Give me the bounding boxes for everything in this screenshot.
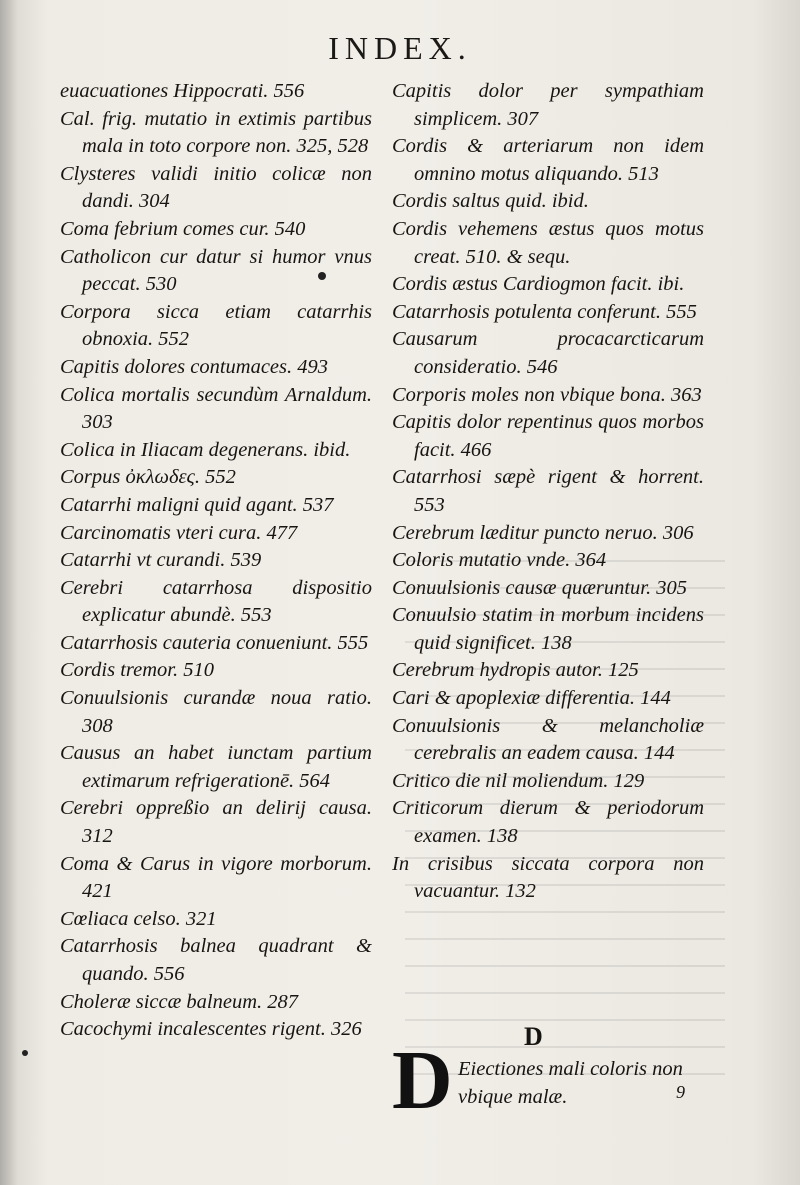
index-entry: Cordis æstus Cardiogmon facit. ibi. (392, 273, 685, 296)
index-entry: Catarrhosis balnea quadrant & quando. 556 (60, 935, 372, 985)
index-entry: Capitis dolor repentinus quos morbos facit. 466 (392, 411, 704, 461)
folio-mark: 9 (676, 1082, 685, 1102)
index-entry: Cerebrum læditur puncto neruo. 306 (392, 521, 694, 544)
index-entry: Choleræ siccæ balneum. 287 (60, 990, 299, 1013)
index-entry: Corporis moles non vbique bona. 363 (392, 383, 702, 406)
index-entry: Critico die nil moliendum. 129 (392, 769, 645, 792)
index-entry: Colica in Iliacam degenerans. ibid. (60, 438, 351, 461)
index-entry: Catarrhi maligni quid agant. 537 (60, 493, 334, 516)
index-entry: Catarrhosis potulenta conferunt. 555 (392, 300, 697, 323)
index-entry: Cerebrum hydropis autor. 125 (392, 659, 639, 682)
index-entry: Carcinomatis vteri cura. 477 (60, 521, 298, 544)
index-entry: Causarum procacarcticarum consideratio. 546 (392, 328, 704, 378)
index-entry: Catholicon cur datur si humor vnus peccat. 530 (60, 245, 372, 296)
index-entry: Catarrhosis cauteria conueniunt. 555 (60, 631, 369, 654)
index-entry: euacuationes Hippocrati. 556 (60, 80, 305, 102)
index-entry: Cordis saltus quid. ibid. (392, 190, 589, 213)
index-entry: Corpora sicca etiam catarrhis obnoxia. 552 (60, 300, 372, 351)
index-entry: Conuulsionis curandæ noua ratio. 308 (60, 687, 372, 737)
index-entry: Criticorum dierum & periodorum examen. 138 (392, 797, 704, 848)
index-entry: Cerebri catarrhosa dispositio explicatur abundè. 553 (60, 576, 372, 627)
index-entry: Cari & apoplexiæ differentia. 144 (392, 687, 671, 710)
index-entry: Corpus ὀκλωδες. 552 (60, 466, 236, 489)
index-entry: Cacochymi incalescentes rigent. 326 (60, 1018, 362, 1041)
index-entry: Capitis dolores contumaces. 493 (60, 355, 329, 378)
index-entry: In crisibus siccata corpora non vacuantur. 132 (392, 852, 704, 903)
index-entry: Catarrhi vt curandi. 539 (60, 549, 262, 572)
index-entry: Capitis dolor per sympathiam simplicem. 307 (392, 80, 704, 130)
index-entry: Clysteres validi initio colicæ non dandi. 304 (60, 162, 372, 213)
drop-cap: D (392, 1034, 453, 1127)
index-entry: Coma & Carus in vigore morborum. 421 (60, 852, 372, 903)
ink-spot (22, 1050, 28, 1056)
index-entry: Coma febrium comes cur. 540 (60, 217, 306, 240)
index-entry: Conuulsio statim in morbum incidens quid significet. 138 (392, 604, 704, 654)
index-entry: Colica mortalis secundùm Arnaldum. 303 (60, 383, 372, 434)
index-entry: Causus an habet iunctam partium extimarum refrigerationē. 564 (60, 742, 372, 792)
index-entry: Cordis & arteriarum non idem omnino motus aliquando. 513 (392, 135, 704, 185)
page-header: INDEX. (328, 30, 472, 66)
index-entry: Cal. frig. mutatio in extimis partibus mala in toto corpore non. 325, 528 (60, 107, 372, 158)
section-letter: D (524, 1022, 543, 1051)
left-column (60, 78, 372, 1044)
index-entry: Conuulsionis causæ quæruntur. 305 (392, 576, 688, 599)
index-entry: Conuulsionis & melancholiæ cerebralis an eadem causa. 144 (392, 714, 704, 765)
index-entry: Catarrhosi sæpè rigent & horrent. 553 (392, 466, 704, 516)
index-entry: Coloris mutatio vnde. 364 (392, 549, 607, 572)
right-column (392, 78, 704, 906)
index-entry: Eiectiones mali coloris non vbique malæ. (458, 1058, 683, 1108)
index-entry: Cœliaca celso. 321 (60, 907, 217, 930)
index-entry: Cordis vehemens æstus quos motus creat. 510. & sequ. (392, 217, 704, 268)
index-entry: Cerebri oppreßio an delirij causa. 312 (60, 797, 372, 848)
index-entry: Cordis tremor. 510 (60, 659, 214, 682)
